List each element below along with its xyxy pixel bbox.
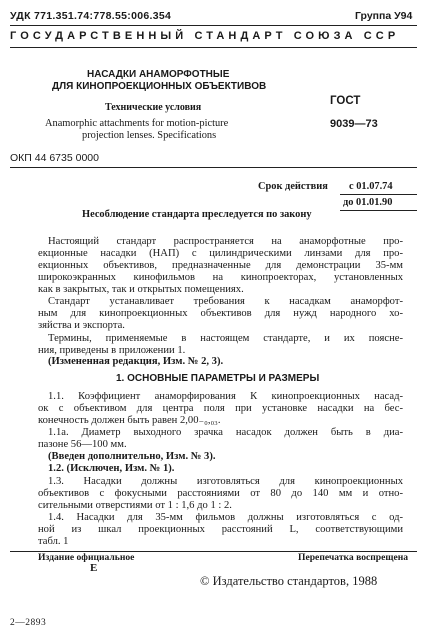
terms-paragraph [38, 333, 403, 357]
requirements-line: зяйства и экспорта. [38, 319, 125, 331]
intro-paragraph [38, 236, 403, 296]
title-line-2: ДЛЯ КИНОПРОЕКЦИОННЫХ ОБЪЕКТИВОВ [52, 81, 267, 92]
intro-line: екционных объективов, предназначенные для демонстрации 35-мм [38, 259, 403, 271]
paragraph-1-1-line: конечность должен быть равен 2,00₋₀,₀₃. [38, 414, 221, 426]
intro-line: Настоящий стандарт распространяется на анаморфотные про- [48, 236, 403, 247]
group-code: Группа У94 [355, 10, 413, 22]
legal-note: Несоблюдение стандарта преследуется по закону [82, 209, 312, 220]
paragraph-1-2: 1.2. (Исключен, Изм. № 1). [48, 463, 175, 474]
section-title: 1. ОСНОВНЫЕ ПАРАМЕТРЫ И РАЗМЕРЫ [116, 373, 320, 384]
paragraph-1-1-line: 1.1. Коэффициент анаморфирования К кинопроекционных насад- [48, 391, 403, 402]
requirements-line: ным для кинопроекционных объективов для нужд народного хо- [38, 307, 403, 319]
validity-from: с 01.07.74 [349, 181, 393, 192]
subtitle: Технические условия [105, 102, 202, 113]
paragraph-1-1a-line: пазоне 56—100 мм. [38, 438, 127, 450]
state-standard-heading: ГОСУДАРСТВЕННЫЙ СТАНДАРТ СОЮЗА ССР [10, 30, 400, 42]
intro-line: широкоэкранных кинофильмов на кинопроекторах, установленных [38, 271, 403, 283]
paragraph-1-4-line: ной из шкал проекционных расстояний L, соответствующими [38, 523, 403, 535]
edition-letter: Е [90, 562, 98, 574]
print-code: 2—2893 [10, 618, 47, 628]
validity-rule-2 [340, 210, 417, 211]
requirements-paragraph [38, 296, 403, 332]
paragraph-1-3 [38, 476, 403, 512]
intro-line: екционные насадки (НАП) с цилиндрическими линзами для про- [38, 247, 403, 259]
terms-line: Термины, применяемые в настоящем стандарте, и их поясне- [48, 333, 403, 344]
paragraph-1-4-line: табл. 1 [38, 535, 69, 547]
intro-line: как в закрытых, так и открытых помещениях. [38, 283, 244, 295]
title-block-rule [10, 167, 417, 168]
requirements-line: Стандарт устанавливает требования к насадкам анаморфот- [48, 296, 403, 307]
title-line-1: НАСАДКИ АНАМОРФОТНЫЕ [87, 69, 230, 80]
paragraph-1-1a-line: 1.1а. Диаметр выходного зрачка насадок должен быть в диа- [48, 427, 403, 438]
okp-code: ОКП 44 6735 0000 [10, 152, 99, 164]
paragraph-1-3-line: объективов с фокусными расстояниями от 80 до 140 мм и отно- [38, 487, 403, 499]
copyright-notice: © Издательство стандартов, 1988 [200, 574, 378, 588]
validity-to: до 01.01.90 [343, 197, 393, 208]
header-rule-top [10, 25, 417, 26]
udk-code: УДК 771.351.74:778.55:006.354 [10, 10, 172, 22]
gost-number: 9039—73 [330, 118, 378, 130]
header-rule-bottom [10, 47, 417, 48]
english-title-line-1: Anamorphic attachments for motion-picture [45, 118, 229, 129]
paragraph-1-3-line: 1.3. Насадки должны изготовляться для кинопроекционных [48, 476, 403, 487]
validity-rule-1 [340, 194, 417, 195]
edit-note: (Измененная редакция, Изм. № 2, 3). [48, 356, 224, 367]
official-edition: Издание официальное [38, 552, 135, 563]
paragraph-1-3-line: сительными отверстиями от 1 : 1,6 до 1 : 2. [38, 499, 232, 511]
paragraph-1-4-line: 1.4. Насадки для 35-мм фильмов должны изготовляться с од- [48, 512, 403, 523]
introduced-note: (Введен дополнительно, Изм. № 3). [48, 451, 216, 462]
paragraph-1-1a [38, 427, 403, 451]
validity-label: Срок действия [258, 181, 328, 192]
paragraph-1-4 [38, 512, 403, 548]
terms-line: ния, приведены в приложении 1. [38, 344, 186, 356]
paragraph-1-1 [38, 391, 403, 427]
english-title-line-2: projection lenses. Specifications [82, 130, 217, 141]
gost-label: ГОСТ [330, 95, 361, 107]
paragraph-1-1-line: ок с объективом для центра поля при установке насадки на бес- [38, 402, 403, 414]
reprint-notice: Перепечатка воспрещена [298, 552, 409, 563]
